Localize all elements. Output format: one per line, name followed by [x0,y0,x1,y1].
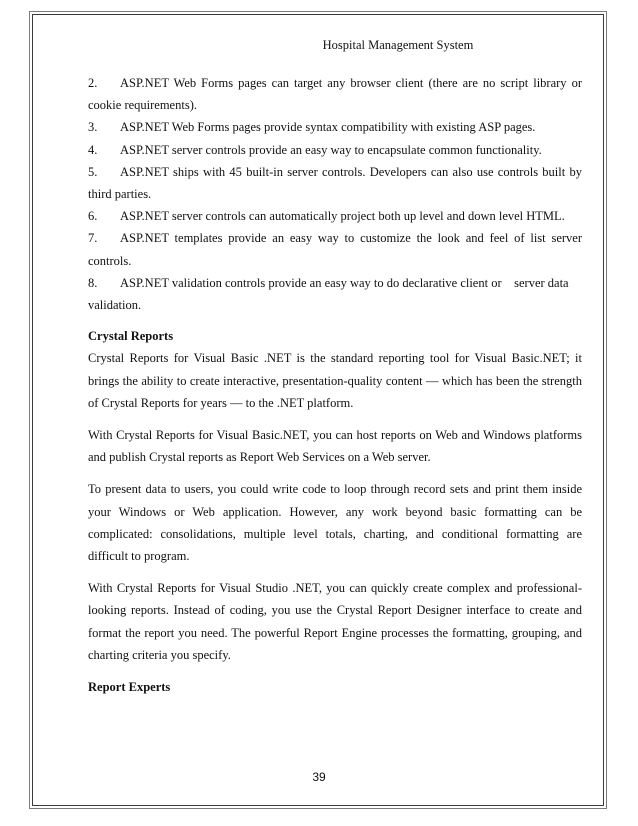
body-content [88,72,582,698]
list-item [88,72,582,94]
paragraph-line: of Crystal Reports for years — to the .NET platform. [88,395,354,410]
paragraph-line: brings the ability to create interactive, presentation-quality content — which has been the strength [88,373,582,388]
section-heading-crystal-reports: Crystal Reports [88,329,174,344]
list-item [88,227,582,249]
paragraph-line: and publish Crystal reports as Report Web Services on a Web server. [88,450,431,465]
section-heading-report-experts: Report Experts [88,680,171,695]
list-number: 2. [88,76,98,90]
list-text: ASP.NET server controls can automatically project both up level and down level HTML. [120,209,565,224]
list-item [88,139,582,161]
list-number: 6. [88,209,98,224]
paragraph-line: With Crystal Reports for Visual Basic.NET, you can host reports on Web and Windows platforms [88,428,582,443]
list-text: ASP.NET templates provide an easy way to customize the look and feel of list server [120,231,582,246]
paragraph-line: looking reports. Instead of coding, you use the Crystal Report Designer interface to create and [88,603,582,618]
paragraph-line: difficult to program. [88,549,190,564]
list-number: 8. [88,275,98,290]
list-text: ASP.NET Web Forms pages can target any browser client (there are no script library or [120,76,582,90]
paragraph-line: To present data to users, you could write code to loop through record sets and print them inside [88,482,582,497]
paragraph-line: charting criteria you specify. [88,647,231,662]
list-number: 7. [88,231,98,246]
list-number: 3. [88,120,98,135]
list-item [88,205,582,227]
list-text: ASP.NET ships with 45 built-in server controls. Developers can also use controls built by [120,164,582,179]
list-item [88,161,582,183]
numbered-list [88,72,582,316]
list-number: 5. [88,164,98,179]
list-item [88,272,582,294]
list-text: ASP.NET server controls provide an easy way to encapsulate common functionality. [120,142,542,157]
paragraph-line: format the report you need. The powerful Report Engine processes the formatting, grouping, and [88,625,582,640]
paragraph [88,424,582,468]
list-continuation: cookie requirements). [88,98,197,113]
list-text: ASP.NET Web Forms pages provide syntax compatibility with existing ASP pages. [120,120,536,135]
page-number: 39 [312,770,326,784]
list-item [88,116,582,138]
paragraph-line: Crystal Reports for Visual Basic .NET is the standard reporting tool for Visual Basic.NET; it [88,351,582,366]
paragraph [88,577,582,666]
list-text: ASP.NET validation controls provide an easy way to do declarative client or server data [120,275,569,290]
list-continuation: validation. [88,298,142,313]
paragraph-line: your Windows or Web application. However, any work beyond basic formatting can be [88,504,582,519]
list-continuation: third parties. [88,187,152,202]
paragraph [88,347,582,414]
list-continuation: controls. [88,253,132,268]
paragraph-line: With Crystal Reports for Visual Studio .NET, you can quickly create complex and professional- [88,581,582,596]
paragraph [88,478,582,567]
running-header: Hospital Management System [322,38,474,52]
list-number: 4. [88,142,98,157]
paragraph-line: complicated: consolidations, multiple level totals, charting, and conditional formatting are [88,526,582,541]
